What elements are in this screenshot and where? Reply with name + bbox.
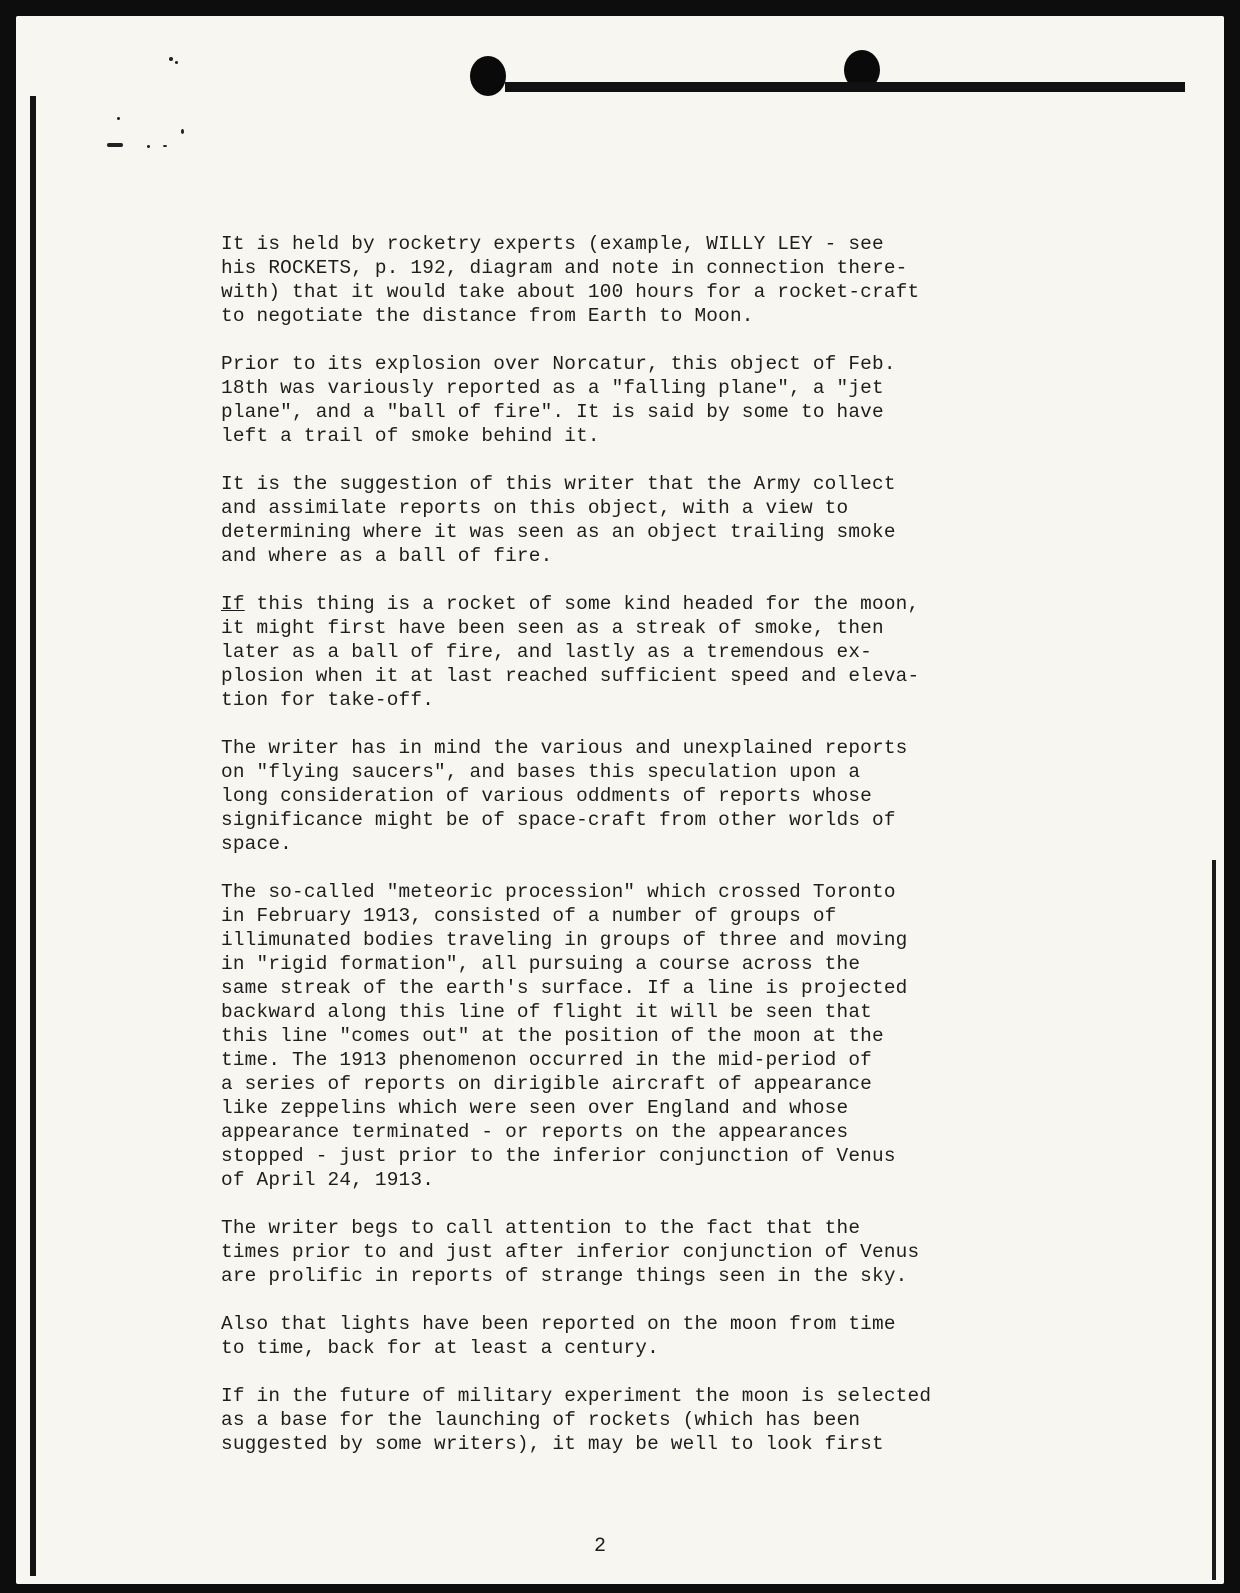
line-text: appearance terminated - or reports on the appearances: [221, 1121, 849, 1143]
line-text: of April 24, 1913.: [221, 1169, 435, 1191]
text-line: [221, 592, 961, 616]
text-line: [221, 232, 961, 256]
speck: [163, 145, 167, 147]
text-line: [221, 808, 961, 832]
text-line: [221, 304, 961, 328]
text-line: [221, 1432, 961, 1456]
line-text: in February 1913, consisted of a number of groups of: [221, 905, 837, 927]
line-text: left a trail of smoke behind it.: [221, 425, 600, 447]
speck: [147, 145, 150, 148]
line-text: and where as a ball of fire.: [221, 545, 553, 567]
paragraph: [221, 472, 961, 568]
paragraph: [221, 1216, 961, 1288]
line-text: same streak of the earth's surface. If a line is projected: [221, 977, 908, 999]
line-text: a series of reports on dirigible aircraft of appearance: [221, 1073, 872, 1095]
text-line: [221, 352, 961, 376]
line-text: later as a ball of fire, and lastly as a tremendous ex-: [221, 641, 872, 663]
text-line: [221, 832, 961, 856]
line-text: like zeppelins which were seen over England and whose: [221, 1097, 849, 1119]
line-text: this thing is a rocket of some kind headed for the moon,: [244, 593, 920, 615]
line-text: plane", and a "ball of fire". It is said by some to have: [221, 401, 884, 423]
scan-specks: [105, 55, 195, 165]
line-text: space.: [221, 833, 293, 855]
text-line: [221, 1048, 961, 1072]
paragraph: [221, 352, 961, 448]
binding-rule-right: [1212, 860, 1216, 1580]
line-text: stopped - just prior to the inferior conjunction of Venus: [221, 1145, 896, 1167]
line-text: The writer begs to call attention to the fact that the: [221, 1217, 861, 1239]
text-line: [221, 976, 961, 1000]
paragraph: [221, 880, 961, 1192]
text-line: [221, 400, 961, 424]
line-text: It is held by rocketry experts (example, WILLY LEY - see: [221, 233, 884, 255]
speck: [169, 57, 173, 61]
line-text: and assimilate reports on this object, with a view to: [221, 497, 849, 519]
text-line: [221, 1408, 961, 1432]
page-number: 2: [594, 1535, 607, 1558]
speck: [181, 129, 184, 134]
text-line: [221, 1336, 961, 1360]
line-text: are prolific in reports of strange things seen in the sky.: [221, 1265, 908, 1287]
paragraph: [221, 736, 961, 856]
text-line: [221, 1312, 961, 1336]
line-text: this line "comes out" at the position of the moon at the: [221, 1025, 884, 1047]
line-text: The writer has in mind the various and unexplained reports: [221, 737, 908, 759]
text-line: [221, 1264, 961, 1288]
speck: [175, 61, 178, 64]
text-line: [221, 904, 961, 928]
binding-rule-top: [505, 82, 1185, 92]
text-line: [221, 1000, 961, 1024]
line-text: in "rigid formation", all pursuing a course across the: [221, 953, 861, 975]
binding-rule-left: [30, 96, 36, 1576]
text-line: [221, 952, 961, 976]
text-line: [221, 520, 961, 544]
line-text: The so-called "meteoric procession" which crossed Toronto: [221, 881, 896, 903]
paragraph: [221, 592, 961, 712]
text-line: [221, 1072, 961, 1096]
text-line: [221, 376, 961, 400]
line-text: times prior to and just after inferior conjunction of Venus: [221, 1241, 920, 1263]
line-text: suggested by some writers), it may be well to look first: [221, 1433, 884, 1455]
line-text: his ROCKETS, p. 192, diagram and note in connection there-: [221, 257, 908, 279]
text-line: [221, 760, 961, 784]
text-line: [221, 496, 961, 520]
line-text: It is the suggestion of this writer that the Army collect: [221, 473, 896, 495]
punch-hole-left: [470, 56, 506, 96]
text-line: [221, 928, 961, 952]
line-text: significance might be of space-craft from other worlds of: [221, 809, 896, 831]
text-line: [221, 280, 961, 304]
text-line: [221, 1144, 961, 1168]
letter-body: [221, 232, 961, 1480]
text-line: [221, 880, 961, 904]
line-text: Also that lights have been reported on the moon from time: [221, 1313, 896, 1335]
line-text: time. The 1913 phenomenon occurred in the mid-period of: [221, 1049, 872, 1071]
text-line: [221, 688, 961, 712]
text-line: [221, 544, 961, 568]
speck: [107, 143, 123, 147]
line-text: If in the future of military experiment the moon is selected: [221, 1385, 932, 1407]
line-text: to negotiate the distance from Earth to Moon.: [221, 305, 754, 327]
paragraph: [221, 1312, 961, 1360]
line-text: on "flying saucers", and bases this speculation upon a: [221, 761, 861, 783]
underlined-word: If: [221, 593, 245, 615]
text-line: [221, 1096, 961, 1120]
text-line: [221, 1240, 961, 1264]
text-line: [221, 256, 961, 280]
line-text: determining where it was seen as an object trailing smoke: [221, 521, 896, 543]
text-line: [221, 1216, 961, 1240]
line-text: tion for take-off.: [221, 689, 435, 711]
text-line: [221, 664, 961, 688]
text-line: [221, 1024, 961, 1048]
line-text: 18th was variously reported as a "falling plane", a "jet: [221, 377, 884, 399]
text-line: [221, 472, 961, 496]
text-line: [221, 616, 961, 640]
text-line: [221, 736, 961, 760]
line-text: as a base for the launching of rockets (which has been: [221, 1409, 861, 1431]
text-line: [221, 784, 961, 808]
text-line: [221, 1384, 961, 1408]
paragraph: [221, 232, 961, 328]
line-text: backward along this line of flight it will be seen that: [221, 1001, 872, 1023]
line-text: it might first have been seen as a streak of smoke, then: [221, 617, 884, 639]
text-line: [221, 1120, 961, 1144]
line-text: long consideration of various oddments of reports whose: [221, 785, 872, 807]
line-text: plosion when it at last reached sufficient speed and eleva-: [221, 665, 920, 687]
line-text: to time, back for at least a century.: [221, 1337, 659, 1359]
line-text: illimunated bodies traveling in groups of three and moving: [221, 929, 908, 951]
text-line: [221, 640, 961, 664]
text-line: [221, 1168, 961, 1192]
line-text: Prior to its explosion over Norcatur, this object of Feb.: [221, 353, 896, 375]
text-line: [221, 424, 961, 448]
speck: [117, 117, 120, 120]
paragraph: [221, 1384, 961, 1456]
line-text: with) that it would take about 100 hours for a rocket-craft: [221, 281, 920, 303]
